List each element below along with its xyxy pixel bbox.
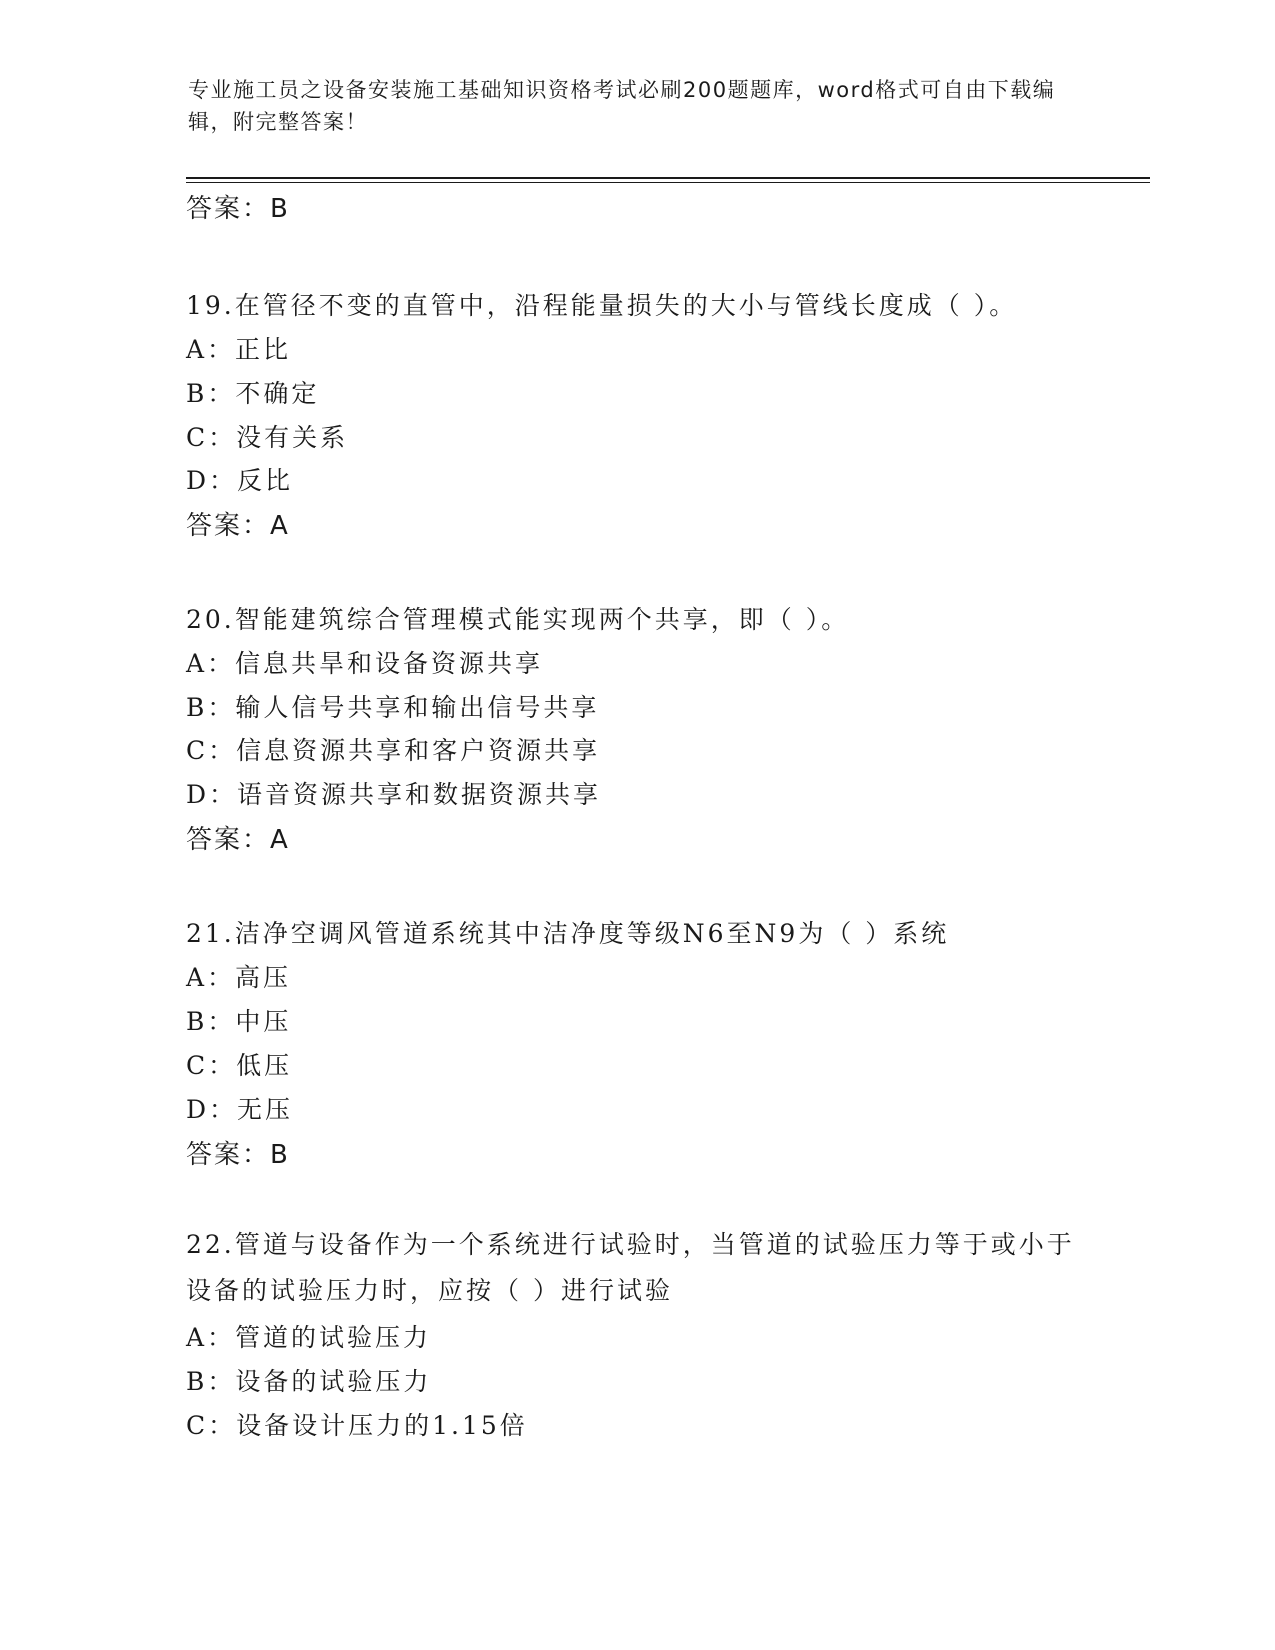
question-20-option-d: D：语音资源共享和数据资源共享 [186,780,602,809]
document-header: 专业施工员之设备安装施工基础知识资格考试必刷200题题库，word格式可自由下载编辑，附完整答案！ [188,78,1056,134]
question-19-option-d: D：反比 [186,466,294,495]
question-22-option-b: B：设备的试验压力 [186,1367,432,1396]
question-20-answer: 答案：A [186,825,290,855]
header-divider-thick [186,177,1150,179]
question-19-option-b: B：不确定 [186,379,320,408]
question-21-option-d: D：无压 [186,1095,294,1124]
question-20-option-c: C：信息资源共享和客户资源共享 [186,736,601,765]
header-divider-thin [186,182,1150,183]
question-19-stem: 19.在管径不变的直管中，沿程能量损失的大小与管线长度成（ ）。 [186,291,1018,320]
question-22-option-a: A：管道的试验压力 [186,1323,432,1352]
question-20-option-b: B：输人信号共享和输出信号共享 [186,693,600,722]
question-21-stem: 21.洁净空调风管道系统其中洁净度等级N6至N9为（ ）系统 [186,919,950,948]
question-20-stem: 20.智能建筑综合管理模式能实现两个共享，即（ ）。 [186,605,850,634]
question-20-option-a: A：信息共旱和设备资源共享 [186,649,544,678]
question-22-stem: 22.管道与设备作为一个系统进行试验时，当管道的试验压力等于或小于设备的试验压力时，应按（ ）进行试验 [186,1230,1075,1305]
question-21-option-c: C：低压 [186,1051,293,1080]
question-19-option-a: A：正比 [186,335,292,364]
question-19-answer: 答案：A [186,511,290,541]
question-19-option-c: C：没有关系 [186,423,349,452]
question-21-option-b: B：中压 [186,1007,292,1036]
question-21-answer: 答案：B [186,1140,290,1170]
question-22-option-c: C：设备设计压力的1.15倍 [186,1411,528,1440]
previous-answer: 答案：B [186,194,290,224]
question-21-option-a: A：高压 [186,963,292,992]
